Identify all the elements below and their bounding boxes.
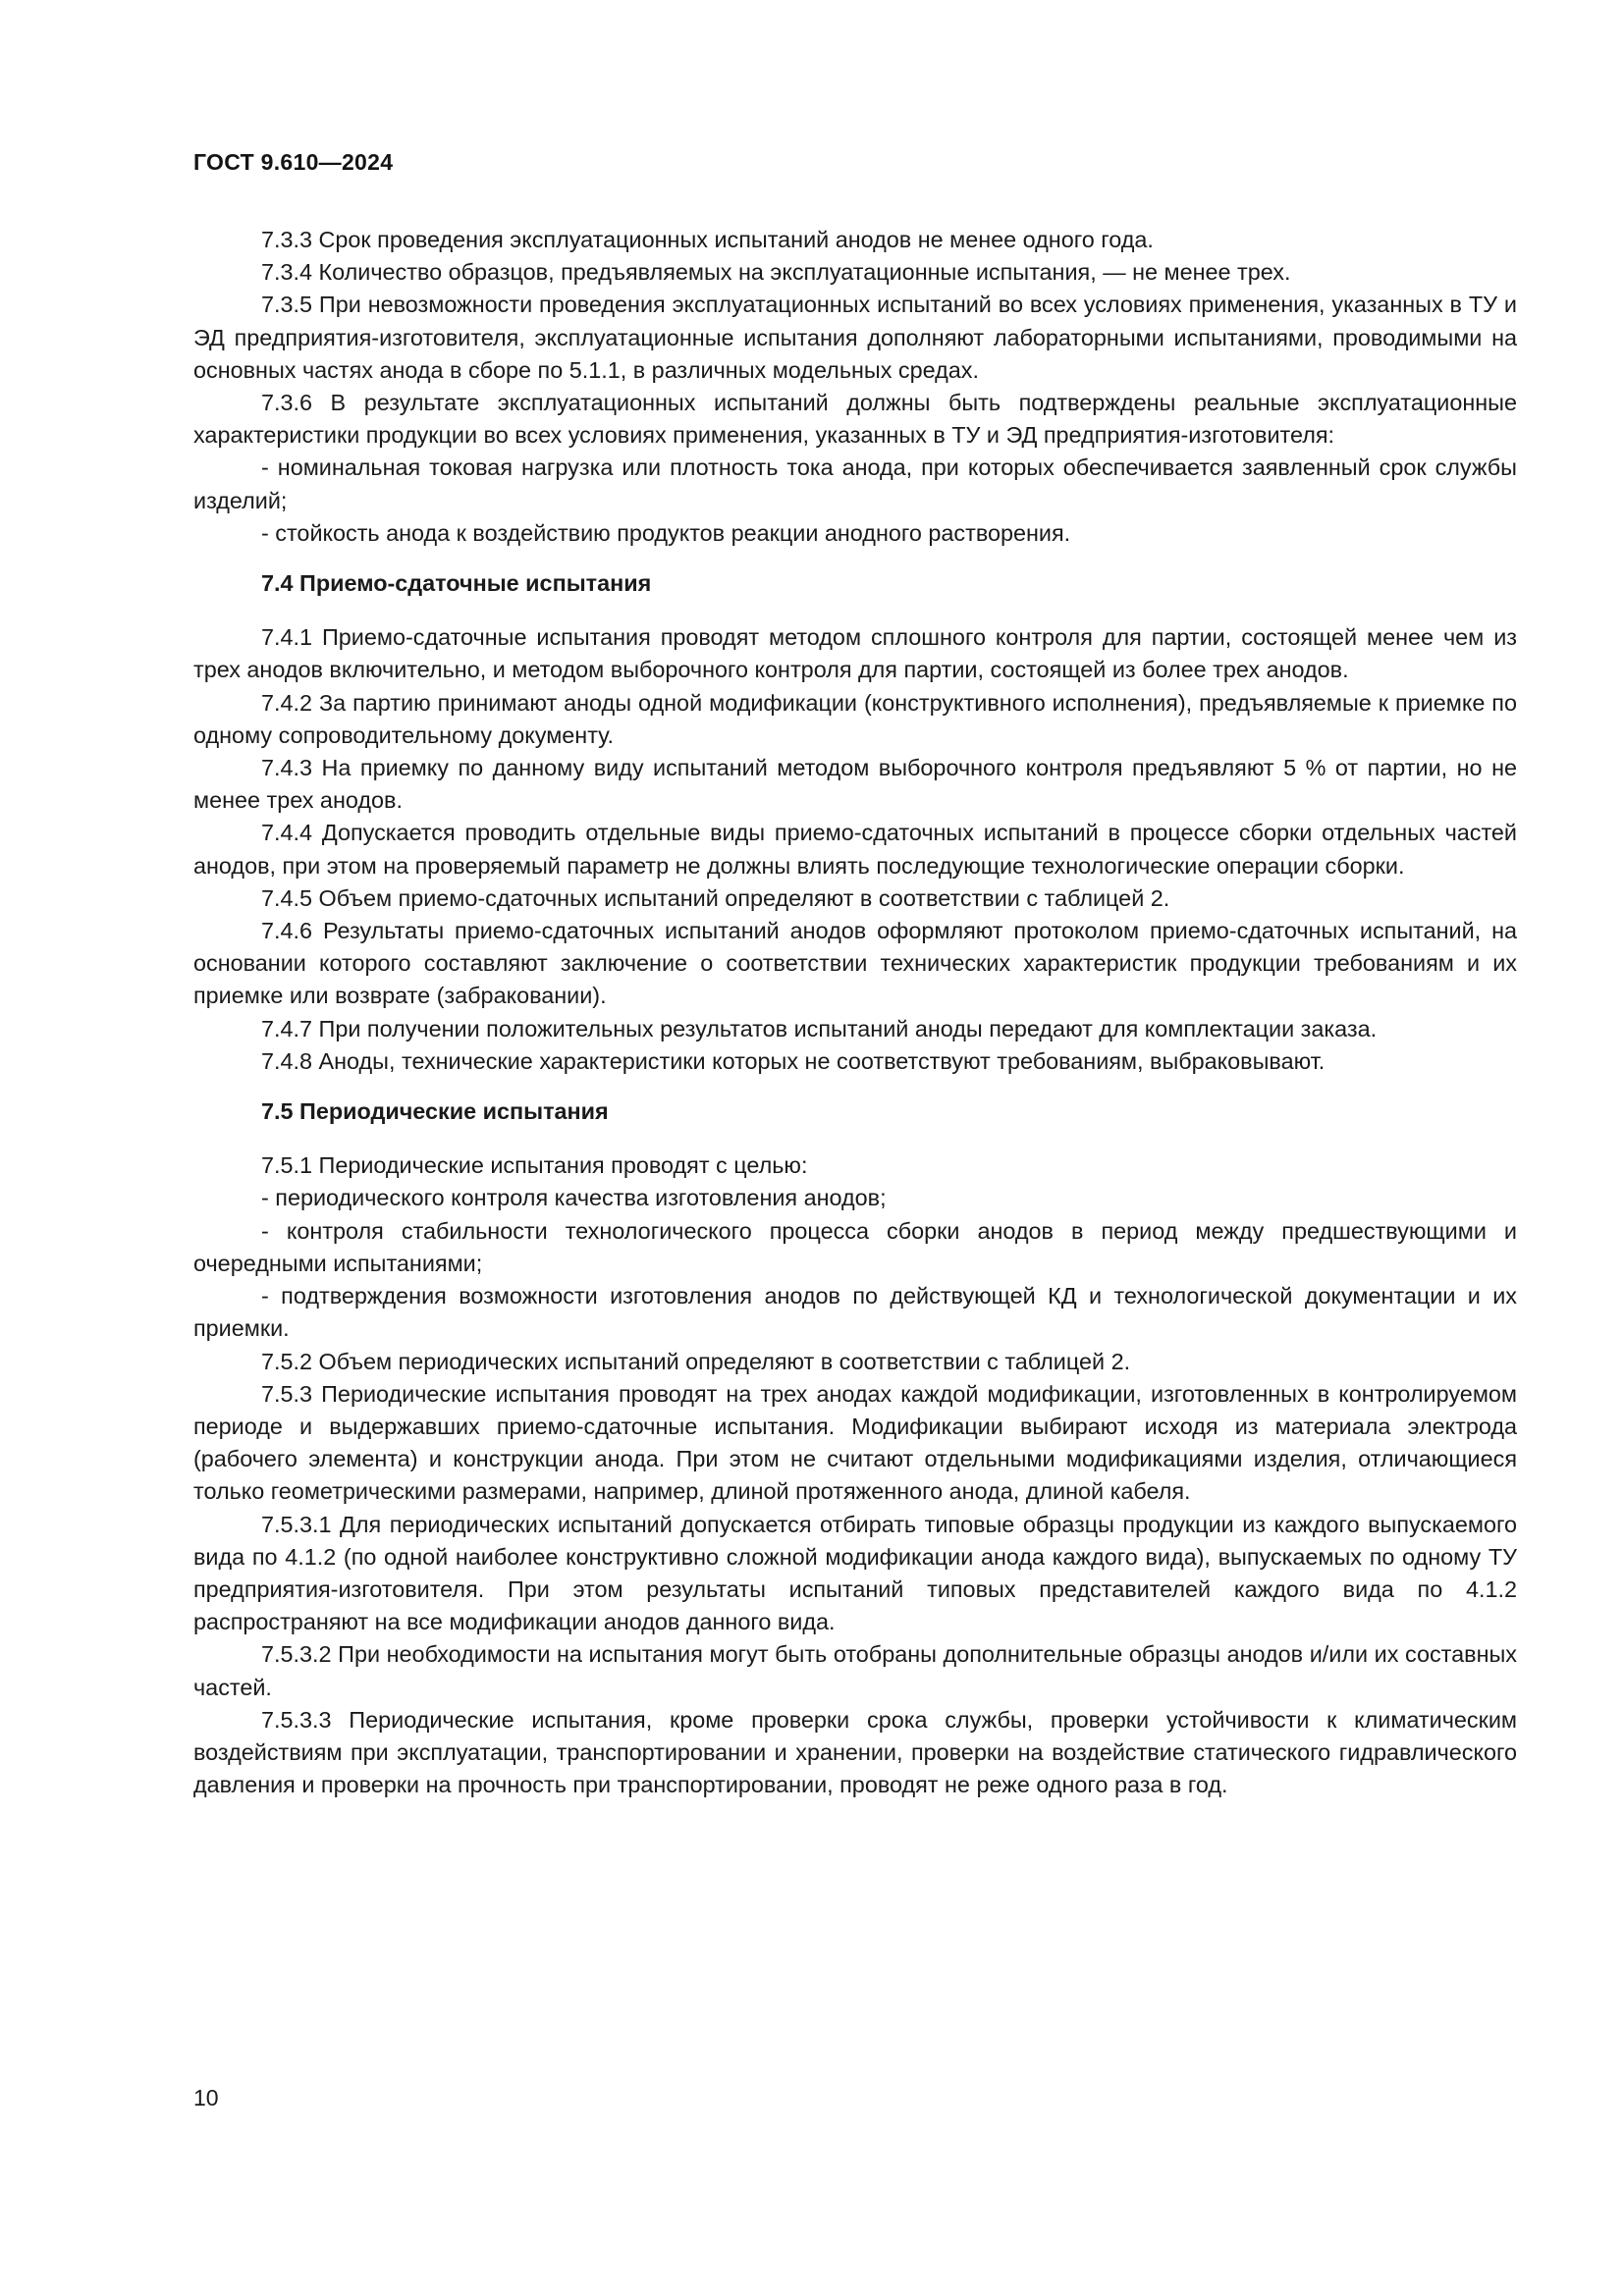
paragraph-7-4-6: 7.4.6 Результаты приемо-сдаточных испытаний анодов оформляют протоколом приемо-сдаточных испытаний, на основании которого составляют заключение о соответствии технических характеристик продукции требованиям и их приемке или возврате (забраковании). (193, 918, 1517, 1009)
document-body (193, 224, 1517, 1801)
paragraph-7-5-3-2: 7.5.3.2 При необходимости на испытания могут быть отобраны дополнительные образцы анодов и/или их составных частей. (193, 1641, 1517, 1700)
list-item: - стойкость анода к воздействию продуктов реакции анодного растворения. (261, 519, 1071, 546)
paragraph-7-3-5: 7.3.5 При невозможности проведения эксплуатационных испытаний во всех условиях применения, указанных в ТУ и ЭД предприятия-изготовителя, эксплуатационные испытания дополняют лабораторными испытаниями, проводимыми на основных частях анода в сборе по 5.1.1, в различных модельных средах. (193, 292, 1517, 383)
paragraph-7-5-3-1: 7.5.3.1 Для периодических испытаний допускается отбирать типовые образцы продукции из каждого выпускаемого вида по 4.1.2 (по одной наиболее конструктивно сложной модификации анода каждого вида), выпускаемых по одному ТУ предприятия-изготовителя. При этом результаты испытаний типовых представителей каждого вида по 4.1.2 распространяют на все модификации анодов данного вида. (193, 1511, 1517, 1635)
paragraph-7-4-8: 7.4.8 Аноды, технические характеристики которых не соответствуют требованиям, выбраковывают. (261, 1047, 1326, 1074)
paragraph-7-4-1: 7.4.1 Приемо-сдаточные испытания проводят методом сплошного контроля для партии, состоящей менее чем из трех анодов включительно, и методом выборочного контроля для партии, состоящей из более трех анодов. (193, 624, 1517, 683)
section-heading-7-4: 7.4 Приемо-сдаточные испытания (261, 570, 652, 597)
paragraph-7-4-4: 7.4.4 Допускается проводить отдельные виды приемо-сдаточных испытаний в процессе сборки отдельных частей анодов, при этом на проверяемый параметр не должны влиять последующие технологические операции сборки. (193, 820, 1517, 879)
paragraph-7-5-3-3: 7.5.3.3 Периодические испытания, кроме проверки срока службы, проверки устойчивости к климатическим воздействиям при эксплуатации, транспортировании и хранении, проверки на воздействие статического гидравлического давления и проверки на прочность при транспортировании, проводят не реже одного раза в год. (193, 1706, 1517, 1798)
paragraph-7-5-2: 7.5.2 Объем периодических испытаний определяют в соответствии с таблицей 2. (261, 1348, 1131, 1374)
paragraph-7-3-4: 7.3.4 Количество образцов, предъявляемых на эксплуатационные испытания, — не менее трех. (261, 259, 1291, 286)
paragraph-7-5-3: 7.5.3 Периодические испытания проводят на трех анодах каждой модификации, изготовленных в контролируемом периоде и выдержавших приемо-сдаточные испытания. Модификации выбирают исходя из материала электрода (рабочего элемента) и конструкции анода. При этом не считают отдельными модификациями изделия, отличающиеся только геометрическими размерами, например, длиной протяженного анода, длиной кабеля. (193, 1380, 1517, 1505)
document-header: ГОСТ 9.610—2024 (193, 149, 394, 175)
paragraph-7-3-3: 7.3.3 Срок проведения эксплуатационных испытаний анодов не менее одного года. (261, 227, 1154, 252)
list-item: - контроля стабильности технологического процесса сборки анодов в период между предшествующими и очередными испытаниями; (193, 1217, 1517, 1276)
list-item: - подтверждения возможности изготовления анодов по действующей КД и технологической документации и их приемки. (193, 1283, 1517, 1342)
page-number: 10 (193, 2085, 219, 2110)
paragraph-7-4-5: 7.4.5 Объем приемо-сдаточных испытаний определяют в соответствии с таблицей 2. (261, 884, 1170, 911)
paragraph-7-4-2: 7.4.2 За партию принимают аноды одной модификации (конструктивного исполнения), предъявляемые к приемке по одному сопроводительному документу. (193, 689, 1517, 748)
paragraph-7-3-6: 7.3.6 В результате эксплуатационных испытаний должны быть подтверждены реальные эксплуатационные характеристики продукции во всех условиях применения, указанных в ТУ и ЭД предприятия-изготовителя: (193, 390, 1517, 449)
paragraph-7-5-1: 7.5.1 Периодические испытания проводят с целью: (261, 1152, 808, 1179)
section-heading-7-5: 7.5 Периодические испытания (261, 1098, 609, 1125)
paragraph-7-4-7: 7.4.7 При получении положительных результатов испытаний аноды передают для комплектации заказа. (261, 1015, 1378, 1041)
paragraph-7-4-3: 7.4.3 На приемку по данному виду испытаний методом выборочного контроля предъявляют 5 % от партии, но не менее трех анодов. (193, 755, 1517, 814)
list-item: - периодического контроля качества изготовления анодов; (261, 1185, 887, 1211)
list-item: - номинальная токовая нагрузка или плотность тока анода, при которых обеспечивается заявленный срок службы изделий; (193, 454, 1517, 513)
